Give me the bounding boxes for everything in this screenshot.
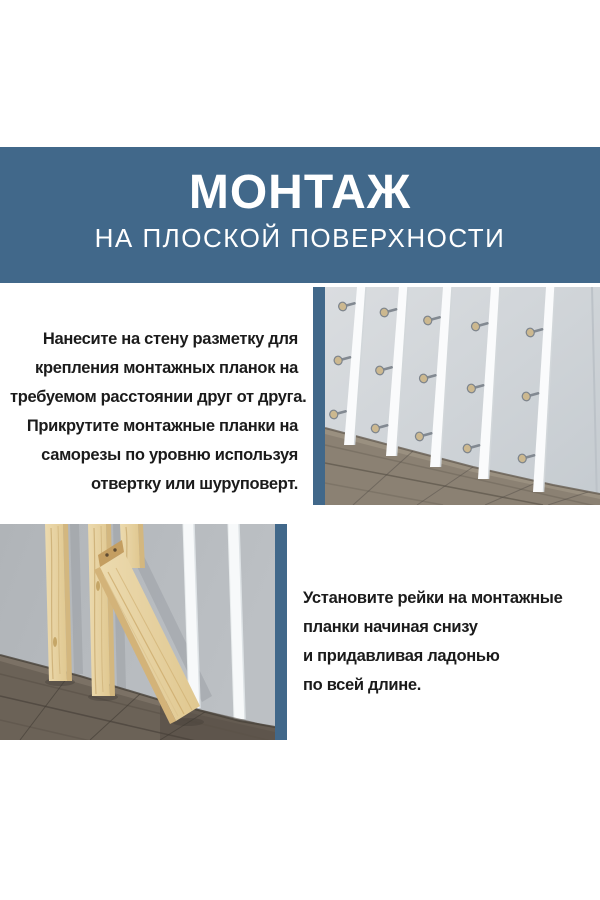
step2-line-3: и придавливая ладонью [303,647,500,665]
photo-accent-bar [313,287,325,505]
wooden-slat-vertical [45,524,72,681]
step2-photo-wooden-slats [0,524,287,740]
step1-line-4: Прикрутите монтажные планки на [26,417,298,435]
step1-line-3: требуемом расстоянии друг от друга. [10,388,307,406]
step1-line-5: саморезы по уровню используя [41,446,298,464]
step1-line-1: Нанесите на стену разметку для [42,330,298,348]
step2-line-1: Установите рейки на монтажные [303,589,563,607]
page-title: МОНТАЖ [188,166,412,219]
step2-instructions [303,584,593,700]
step1-line-6: отвертку или шуруповерт. [91,475,298,493]
step2-line-2: планки начиная снизу [303,618,478,636]
step1-photo-mounting-strips [313,287,600,505]
photo-accent-bar [275,524,287,740]
step1-instructions [10,325,307,499]
page-subtitle: НА ПЛОСКОЙ ПОВЕРХНОСТИ [94,223,506,253]
step1-line-2: крепления монтажных планок на [34,359,298,377]
header-band [0,147,600,283]
step2-line-4: по всей длине. [303,676,422,694]
